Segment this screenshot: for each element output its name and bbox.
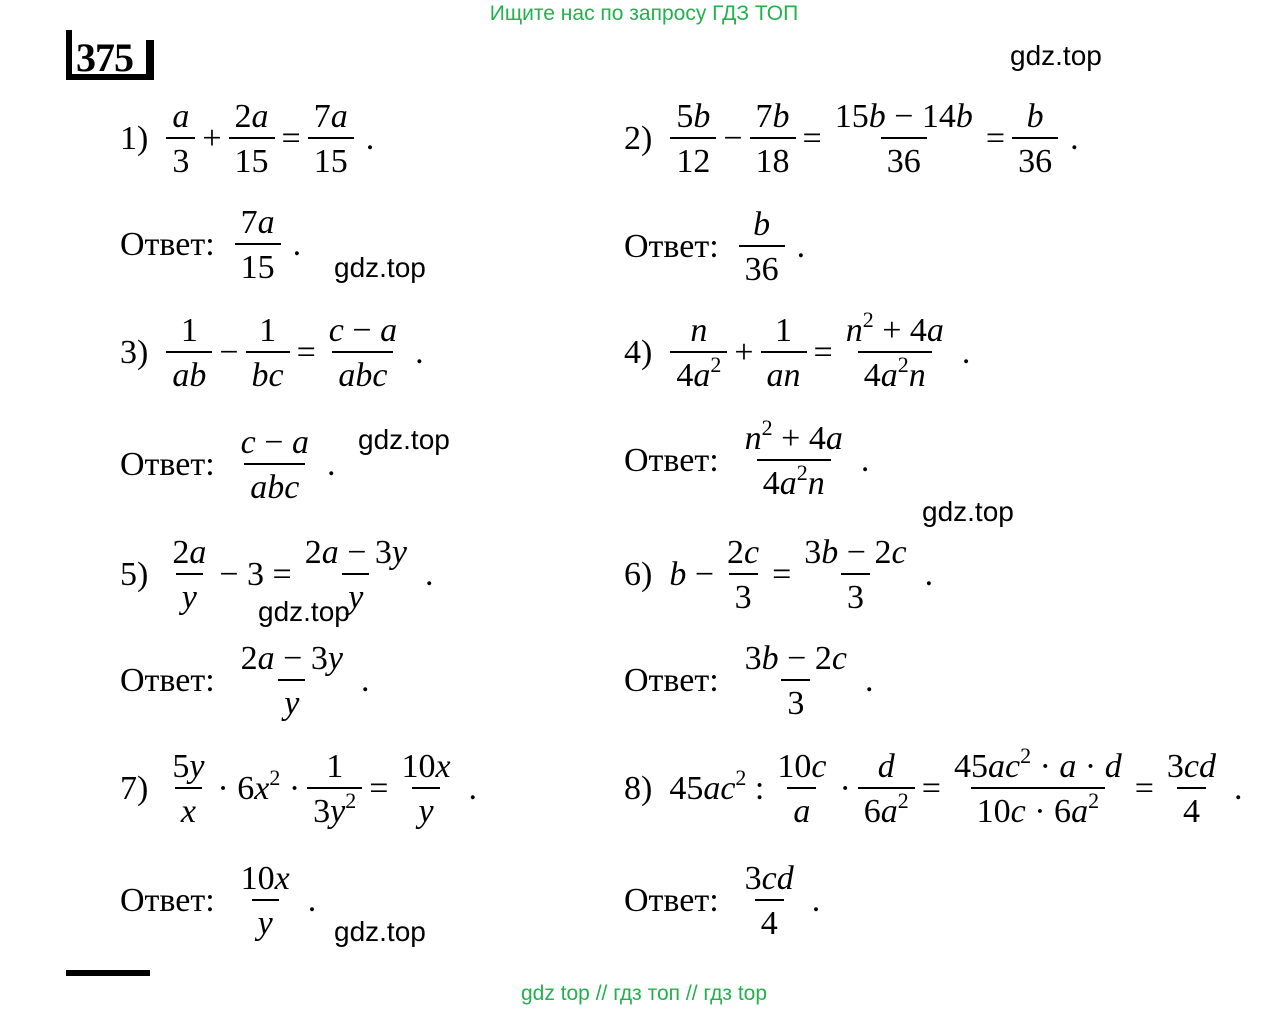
problem-number-bar bbox=[146, 40, 154, 80]
item-5-label: 5) bbox=[120, 556, 149, 594]
answer-label-8: Ответ: bbox=[624, 882, 719, 920]
watermark-2: gdz.top bbox=[334, 252, 426, 283]
item-4-answer: Ответ: $\frac{n^2 + 4a}{4a^2n}$ . bbox=[624, 415, 870, 503]
item-3-equation: 3) $\frac{1}{ab}$ − $\frac{1}{bc}$ = $\frac{c - a}{\text{abc}}$ . bbox=[120, 312, 424, 395]
item-6-label: 6) bbox=[624, 556, 653, 594]
answer-label-5: Ответ: bbox=[120, 662, 215, 700]
watermark-5: gdz.top bbox=[258, 596, 350, 627]
item-5-equation: 5) $\frac{2a}{y}$ − 3 = $\frac{2a - 3y}{y}$ . bbox=[120, 534, 434, 617]
item-4-label: 4) bbox=[624, 334, 653, 372]
footer-links[interactable]: gdz top // гдз топ // гдз top bbox=[520, 982, 768, 1005]
item-1-answer: Ответ: $\frac{7a}{15}$ . bbox=[120, 204, 302, 287]
item-4-equation: 4) $\frac{n}{4a^2}$ + $\frac{1}{an}$ = $\frac{n^2 + 4a}{4a^2n}$ . bbox=[624, 307, 971, 395]
answer-label-2: Ответ: bbox=[624, 228, 719, 266]
item-8-label: 8) bbox=[624, 770, 653, 808]
watermark-3: gdz.top bbox=[358, 424, 450, 455]
item-8-answer: Ответ: $\frac{3cd}{4}$ . bbox=[624, 860, 821, 943]
item-2-label: 2) bbox=[624, 120, 653, 158]
item-6-equation: 6) b − $\frac{2c}{3}$ = $\frac{3b - 2c}{3}$ . bbox=[624, 534, 934, 617]
item-3-answer: Ответ: $\frac{c - a}{\text{abc}}$ . bbox=[120, 424, 336, 507]
problem-number: 375 bbox=[76, 35, 133, 80]
item-1-label: 1) bbox=[120, 120, 149, 158]
item-6-answer: Ответ: $\frac{3b - 2c}{3}$ . bbox=[624, 640, 874, 723]
item-5-answer: Ответ: $\frac{2a - 3y}{y}$ . bbox=[120, 640, 370, 723]
top-banner: Ищите нас по запросу ГДЗ ТОП bbox=[489, 2, 799, 25]
item-1-equation: 1) $\frac{a}{3}$ + $\frac{2a}{15}$ = $\frac{7a}{15}$ . bbox=[120, 98, 375, 181]
answer-label-6: Ответ: bbox=[624, 662, 719, 700]
watermark-4: gdz.top bbox=[922, 496, 1014, 527]
item-3-label: 3) bbox=[120, 334, 149, 372]
item-7-equation: 7) $\frac{5y}{x}$ · $6x^2$ · $\frac{1}{3y^2}$ = $\frac{10x}{y}$ . bbox=[120, 748, 478, 831]
item-7-label: 7) bbox=[120, 770, 149, 808]
answer-label-7: Ответ: bbox=[120, 882, 215, 920]
watermark-1: gdz.top bbox=[1010, 40, 1102, 71]
item-8-equation: 8) $45ac^2$ : $\frac{10c}{a}$ · $\frac{d}{6a^2}$ = $\frac{45ac^2 \cdot a \cdot d}{10c \cdot 6a^2}$ = $\frac{3cd}{4}$ . bbox=[624, 743, 1243, 831]
watermark-6: gdz.top bbox=[334, 916, 426, 947]
bottom-rule bbox=[66, 970, 150, 976]
answer-label-3: Ответ: bbox=[120, 446, 215, 484]
item-2-answer: Ответ: $\frac{b}{36}$ . bbox=[624, 206, 806, 289]
answer-label-4: Ответ: bbox=[624, 442, 719, 480]
item-2-equation: 2) $\frac{5b}{12}$ − $\frac{7b}{18}$ = $\frac{15b - 14b}{36}$ = $\frac{b}{36}$ . bbox=[624, 98, 1079, 181]
answer-label-1: Ответ: bbox=[120, 226, 215, 264]
item-7-answer: Ответ: $\frac{10x}{y}$ . bbox=[120, 860, 317, 943]
